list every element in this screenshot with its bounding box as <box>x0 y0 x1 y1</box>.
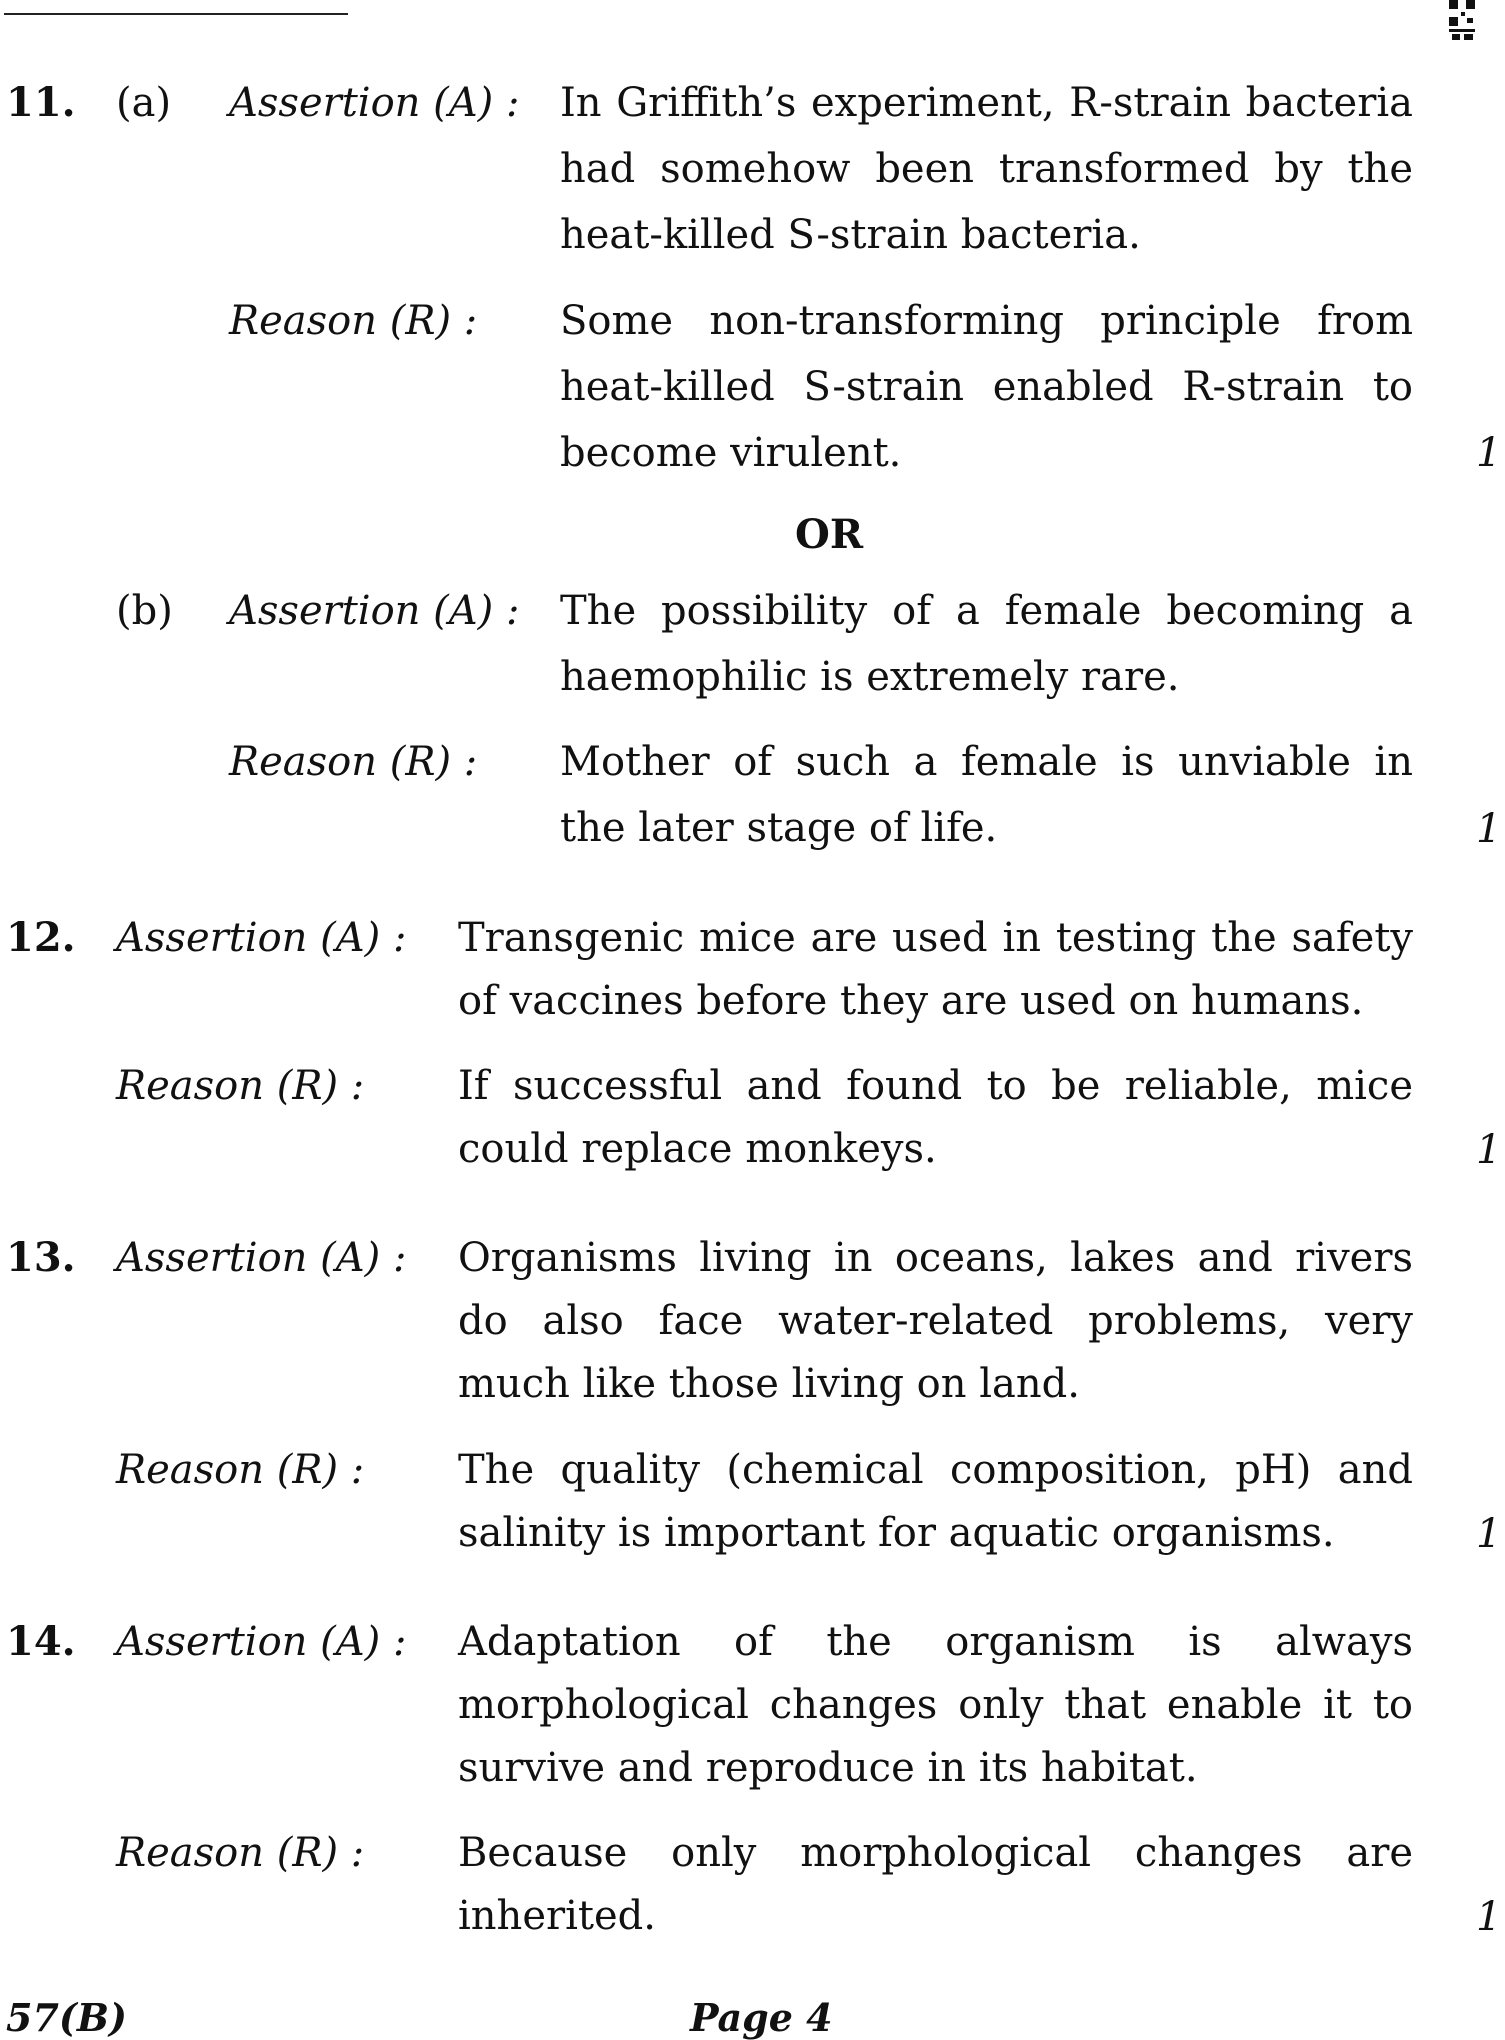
question-number: 12. <box>6 914 76 961</box>
assertion-text: The possibility of a female becoming a haemophilic is extremely rare. <box>560 588 1413 700</box>
marks: 1 <box>1476 430 1502 476</box>
marks: 1 <box>1476 1894 1502 1940</box>
assertion-text: In Griffith’s experiment, R-strain bacteria had somehow been transformed by the heat-killed S-strain bacteria. <box>560 80 1413 258</box>
reason-label: Reason (R) : <box>229 739 478 785</box>
question-number: 14. <box>6 1618 76 1665</box>
paper-code: 57(B) <box>6 1995 127 2040</box>
page-number: Page 4 <box>690 1995 833 2040</box>
assertion-text: Organisms living in oceans, lakes and rivers do also face water-related problems, very much like those living on land. <box>458 1235 1413 1407</box>
reason-text: Some non-transforming principle from heat-killed S-strain enabled R-strain to become virulent. <box>560 298 1413 476</box>
marks: 1 <box>1476 1127 1502 1173</box>
qr-code-icon <box>1449 0 1475 42</box>
question-number: 11. <box>6 79 76 126</box>
reason-text: If successful and found to be reliable, mice could replace monkeys. <box>458 1063 1413 1172</box>
assertion-label: Assertion (A) : <box>229 80 520 126</box>
assertion-text: Adaptation of the organism is always morphological changes only that enable it to survive and reproduce in its habitat. <box>458 1619 1413 1791</box>
option-label: (a) <box>116 80 172 126</box>
assertion-label: Assertion (A) : <box>116 1619 407 1665</box>
reason-label: Reason (R) : <box>116 1830 365 1876</box>
reason-text: Because only morphological changes are inherited. <box>458 1830 1413 1939</box>
reason-label: Reason (R) : <box>116 1447 365 1493</box>
top-rule <box>4 13 348 15</box>
or-separator: OR <box>795 511 864 558</box>
reason-label: Reason (R) : <box>229 298 478 344</box>
reason-label: Reason (R) : <box>116 1063 365 1109</box>
question-number: 13. <box>6 1234 76 1281</box>
option-label: (b) <box>116 588 173 634</box>
assertion-label: Assertion (A) : <box>116 915 407 961</box>
assertion-label: Assertion (A) : <box>229 588 520 634</box>
marks: 1 <box>1476 1511 1502 1557</box>
marks: 1 <box>1476 806 1502 852</box>
assertion-text: Transgenic mice are used in testing the safety of vaccines before they are used on humans. <box>458 915 1413 1024</box>
assertion-label: Assertion (A) : <box>116 1235 407 1281</box>
reason-text: Mother of such a female is unviable in the later stage of life. <box>560 739 1413 851</box>
reason-text: The quality (chemical composition, pH) and salinity is important for aquatic organisms. <box>458 1447 1413 1556</box>
